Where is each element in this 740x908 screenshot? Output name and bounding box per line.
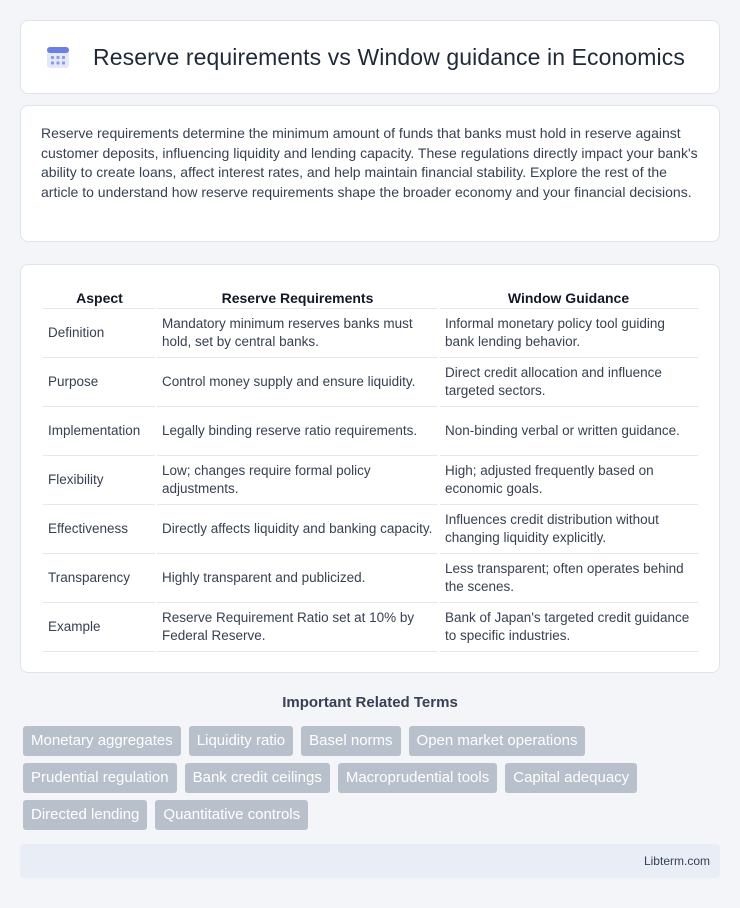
aspect-cell: Purpose: [43, 357, 156, 406]
related-term-tag[interactable]: Monetary aggregates: [23, 726, 181, 756]
reserve-requirements-cell: Highly transparent and publicized.: [156, 553, 439, 602]
table-header-row: [43, 285, 698, 308]
intro-paragraph: Reserve requirements determine the minimum amount of funds that banks must hold in reserve against customer deposits, influencing liquidity and lending capacity. These regulations directly impact your bank's ability to create loans, affect interest rates, and help maintain financial stability. Explore the rest of the article to understand how reserve requirements shape the broader economy and your financial decisions.: [41, 125, 698, 200]
related-term-tag[interactable]: Capital adequacy: [505, 763, 637, 793]
reserve-requirements-cell: Reserve Requirement Ratio set at 10% by Federal Reserve.: [156, 602, 439, 651]
window-guidance-cell: Direct credit allocation and influence targeted sectors.: [439, 357, 698, 406]
table-row: [43, 553, 698, 602]
table-row: [43, 602, 698, 651]
table-row: [43, 308, 698, 357]
aspect-cell: Implementation: [43, 406, 156, 455]
reserve-requirements-cell: Directly affects liquidity and banking capacity.: [156, 504, 439, 553]
table-row: [43, 406, 698, 455]
window-guidance-cell: Influences credit distribution without changing liquidity explicitly.: [439, 504, 698, 553]
window-guidance-cell: Less transparent; often operates behind the scenes.: [439, 553, 698, 602]
window-guidance-cell: Non-binding verbal or written guidance.: [439, 406, 698, 455]
reserve-requirements-cell: Mandatory minimum reserves banks must hold, set by central banks.: [156, 308, 439, 357]
title-card: [20, 20, 720, 94]
table-row: [43, 455, 698, 504]
table-row: [43, 357, 698, 406]
reserve-requirements-cell: Control money supply and ensure liquidity.: [156, 357, 439, 406]
related-terms-heading: Important Related Terms: [282, 694, 458, 711]
related-term-tag[interactable]: Prudential regulation: [23, 763, 177, 793]
aspect-cell: Definition: [43, 308, 156, 357]
window-guidance-cell: High; adjusted frequently based on economic goals.: [439, 455, 698, 504]
comparison-table: [43, 285, 698, 652]
calendar-grid-icon: [45, 44, 71, 70]
column-header-aspect: Aspect: [43, 285, 156, 308]
related-term-tag[interactable]: Directed lending: [23, 800, 147, 830]
aspect-cell: Flexibility: [43, 455, 156, 504]
aspect-cell: Transparency: [43, 553, 156, 602]
table-row: [43, 504, 698, 553]
footer: [20, 844, 720, 878]
aspect-cell: Example: [43, 602, 156, 651]
related-term-tag[interactable]: Liquidity ratio: [189, 726, 293, 756]
window-guidance-cell: Informal monetary policy tool guiding bank lending behavior.: [439, 308, 698, 357]
related-term-tag[interactable]: Bank credit ceilings: [185, 763, 330, 793]
column-header-reserve-requirements: Reserve Requirements: [156, 285, 439, 308]
intro-card: [20, 105, 720, 242]
reserve-requirements-cell: Low; changes require formal policy adjustments.: [156, 455, 439, 504]
related-term-tag[interactable]: Open market operations: [409, 726, 586, 756]
reserve-requirements-cell: Legally binding reserve ratio requirements.: [156, 406, 439, 455]
related-term-tag[interactable]: Basel norms: [301, 726, 400, 756]
comparison-card: [20, 264, 720, 673]
related-term-tag[interactable]: Macroprudential tools: [338, 763, 497, 793]
related-terms-list: [23, 726, 723, 837]
page-title: Reserve requirements vs Window guidance in Economics: [93, 43, 685, 70]
related-term-tag[interactable]: Quantitative controls: [155, 800, 308, 830]
window-guidance-cell: Bank of Japan's targeted credit guidance to specific industries.: [439, 602, 698, 651]
column-header-window-guidance: Window Guidance: [439, 285, 698, 308]
footer-site-link[interactable]: Libterm.com: [643, 854, 710, 868]
aspect-cell: Effectiveness: [43, 504, 156, 553]
